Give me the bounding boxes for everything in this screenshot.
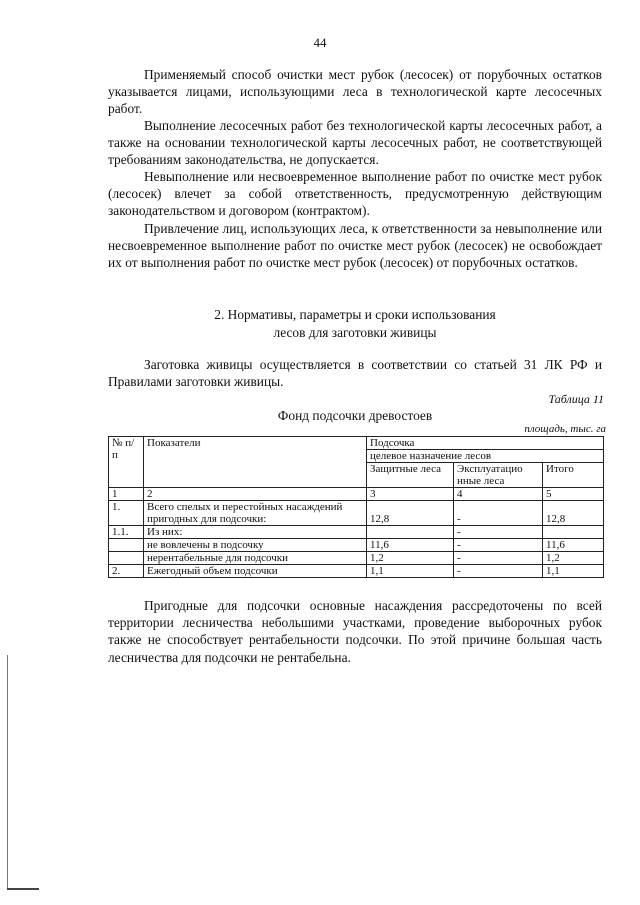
row-name: Всего спелых и перестойных насаждений пригодных для подсочки: (144, 501, 367, 526)
table-row (109, 526, 604, 539)
header-protective: Защитные леса (367, 463, 454, 488)
row-protective: 1,2 (367, 552, 454, 565)
table-units: площадь, тыс. га (524, 423, 606, 435)
section-heading (108, 306, 602, 341)
row-num (109, 552, 144, 565)
tapping-fund-table (108, 436, 604, 578)
row-total: 1,2 (543, 552, 604, 565)
header-exploitation: Эксплуатацио нные леса (454, 463, 543, 488)
section-heading-line2: лесов для заготовки живицы (273, 324, 437, 340)
row-num: 1. (109, 501, 144, 526)
row-num: 2. (109, 565, 144, 578)
table-row (109, 501, 604, 526)
row-total: 12,8 (543, 501, 604, 526)
table-row (109, 565, 604, 578)
row-protective: 1,1 (367, 565, 454, 578)
row-name: нерентабельные для подсочки (144, 552, 367, 565)
row-total: 11,6 (543, 539, 604, 552)
paragraph-liability: Невыполнение или несвоевременное выполнение работ по очистке мест рубок (лесосек) влечет за собой ответственность, предусмотренную действующим законодательством и договором (контрактом). (108, 169, 602, 219)
row-protective: 12,8 (367, 501, 454, 526)
paragraph-tech-map: Выполнение лесосечных работ без технологической карты лесосечных работ, а также на основании технологической карты лесосечных работ, не соответствующей требованиям законодательства, не допускается. (108, 118, 602, 168)
row-exploitation: - (454, 526, 543, 539)
row-total: 1,1 (543, 565, 604, 578)
column-number-row (109, 488, 604, 501)
row-num (109, 539, 144, 552)
row-protective (367, 526, 454, 539)
header-purpose: целевое назначение лесов (367, 450, 604, 463)
table-row (109, 539, 604, 552)
row-name: не вовлечены в подсочку (144, 539, 367, 552)
page-number: 44 (313, 35, 327, 50)
scan-edge-line (7, 655, 8, 890)
intro-paragraph: Заготовка живицы осуществляется в соответствии со статьей 31 ЛК РФ и Правилами заготовки живицы. (108, 357, 602, 390)
row-protective: 11,6 (367, 539, 454, 552)
row-exploitation: - (454, 565, 543, 578)
row-exploitation: - (454, 501, 543, 526)
header-tapping: Подсочка (367, 437, 604, 450)
header-num: № п/п (109, 437, 144, 488)
row-name: Ежегодный объем подсочки (144, 565, 367, 578)
header-total: Итого (543, 463, 604, 488)
table-row (109, 552, 604, 565)
header-indicators: Показатели (144, 437, 367, 488)
row-total (543, 526, 604, 539)
closing-paragraph: Пригодные для подсочки основные насаждения рассредоточены по всей территории лесничества небольшими участками, проведение выборочных рубок также не способствует рентабельности подсочки. По этой причине большая часть лесничества для подсочки не рентабельна. (108, 598, 602, 665)
col-number: 4 (454, 488, 543, 501)
row-exploitation: - (454, 539, 543, 552)
paragraph-attraction: Привлечение лиц, использующих леса, к ответственности за невыполнение или несвоевременное выполнение работ по очистке мест рубок (лесосек) не освобождает их от выполнения работ по очистке мест рубок (лесосек) от порубочных остатков. (108, 221, 602, 271)
scan-edge-mark (7, 888, 39, 890)
col-number: 5 (543, 488, 604, 501)
row-exploitation: - (454, 552, 543, 565)
col-number: 1 (109, 488, 144, 501)
section-heading-line1: 2. Нормативы, параметры и сроки использования (214, 307, 496, 322)
paragraph-cleanup-method: Применяемый способ очистки мест рубок (лесосек) от порубочных остатков указывается лицами, использующими леса в технологической карте лесосечных работ. (108, 67, 602, 117)
table-title: Фонд подсочки древостоев (277, 408, 433, 423)
row-name: Из них: (144, 526, 367, 539)
col-number: 2 (144, 488, 367, 501)
row-num: 1.1. (109, 526, 144, 539)
col-number: 3 (367, 488, 454, 501)
table-label: Таблица 11 (548, 392, 604, 406)
